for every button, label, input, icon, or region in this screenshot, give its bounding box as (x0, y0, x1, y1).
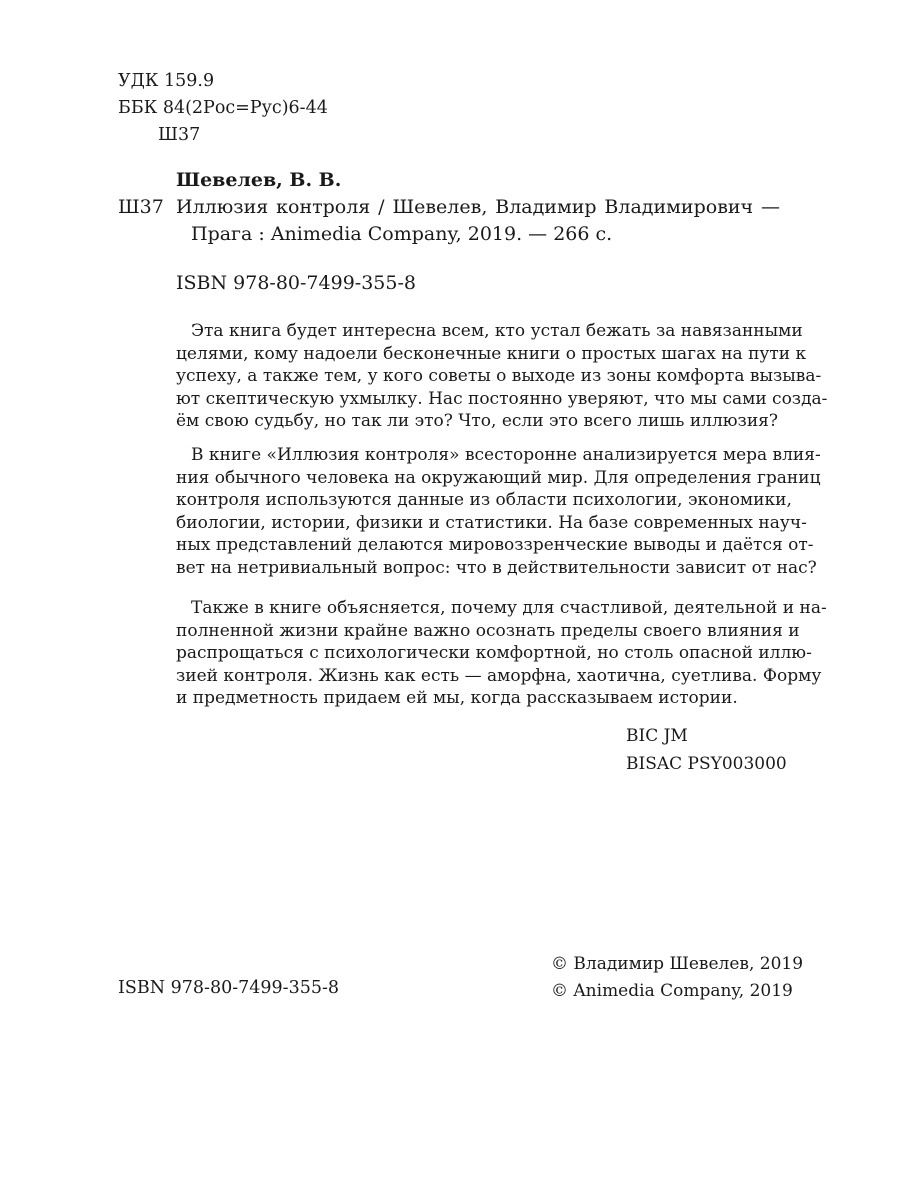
text-line: ных представлений делаются мировоззренческие выводы и даётся от- (176, 535, 814, 555)
copyright-author: © Владимир Шевелев, 2019 (551, 954, 804, 974)
bbk-code: ББК 84(2Рос=Рус)6-44 (118, 98, 328, 118)
text-line: Эта книга будет интересна всем, кто устал бежать за навязанными (191, 321, 803, 341)
text-line: распрощаться с психологически комфортной, но столь опасной иллю- (176, 643, 812, 663)
text-line: вет на нетривиальный вопрос: что в действительности зависит от нас? (176, 557, 817, 578)
author-sign: Ш37 (158, 125, 201, 145)
text-line: контроля используются данные из области психологии, экономики, (176, 490, 792, 510)
text-line: ния обычного человека на окружающий мир. Для определения границ (176, 467, 821, 488)
text-line: Также в книге объясняется, почему для счастливой, деятельной и на- (191, 598, 827, 618)
text-line: биологии, истории, физики и статистики. На базе современных науч- (176, 512, 807, 533)
annotation-paragraph-2 (176, 444, 821, 579)
bic-code: BIC JM (626, 726, 688, 746)
text-line: успеху, а также тем, у кого советы о выходе из зоны комфорта вызыва- (176, 366, 822, 386)
annotation-paragraph-3 (176, 597, 827, 710)
bisac-code: BISAC PSY003000 (626, 754, 787, 774)
title-line: Иллюзия контроля / Шевелев, Владимир Владимирович — (176, 196, 780, 218)
imprint-line: Прага : Animedia Company, 2019. — 266 с. (191, 223, 613, 245)
author-heading: Шевелев, В. В. (176, 169, 342, 191)
udk-code: УДК 159.9 (118, 71, 215, 91)
annotation-paragraph-1 (176, 320, 828, 433)
cipher-label: Ш37 (118, 196, 164, 218)
text-line: В книге «Иллюзия контроля» всесторонне анализируется мера влия- (191, 445, 821, 465)
text-line: зией контроля. Жизнь как есть — аморфна, хаотична, суетлива. Форму (176, 665, 822, 686)
isbn-entry: ISBN 978-80-7499-355-8 (176, 272, 416, 294)
text-line: целями, кому надоели бесконечные книги о простых шагах на пути к (176, 343, 807, 364)
text-line: полненной жизни крайне важно осознать пределы своего влияния и (176, 620, 800, 641)
subject-codes (626, 722, 787, 778)
copyright-publisher: © Animedia Company, 2019 (551, 981, 793, 1001)
classification-block (118, 68, 328, 149)
text-line: ют скептическую ухмылку. Нас постоянно уверяют, что мы сами созда- (176, 388, 828, 409)
bibliographic-description (176, 194, 780, 248)
isbn-footer: ISBN 978-80-7499-355-8 (118, 978, 340, 998)
text-line: ём свою судьбу, но так ли это? Что, если это всего лишь иллюзия? (176, 411, 778, 431)
copyright-block (551, 951, 804, 1005)
text-line: и предметность придаем ей мы, когда рассказываем истории. (176, 688, 738, 708)
